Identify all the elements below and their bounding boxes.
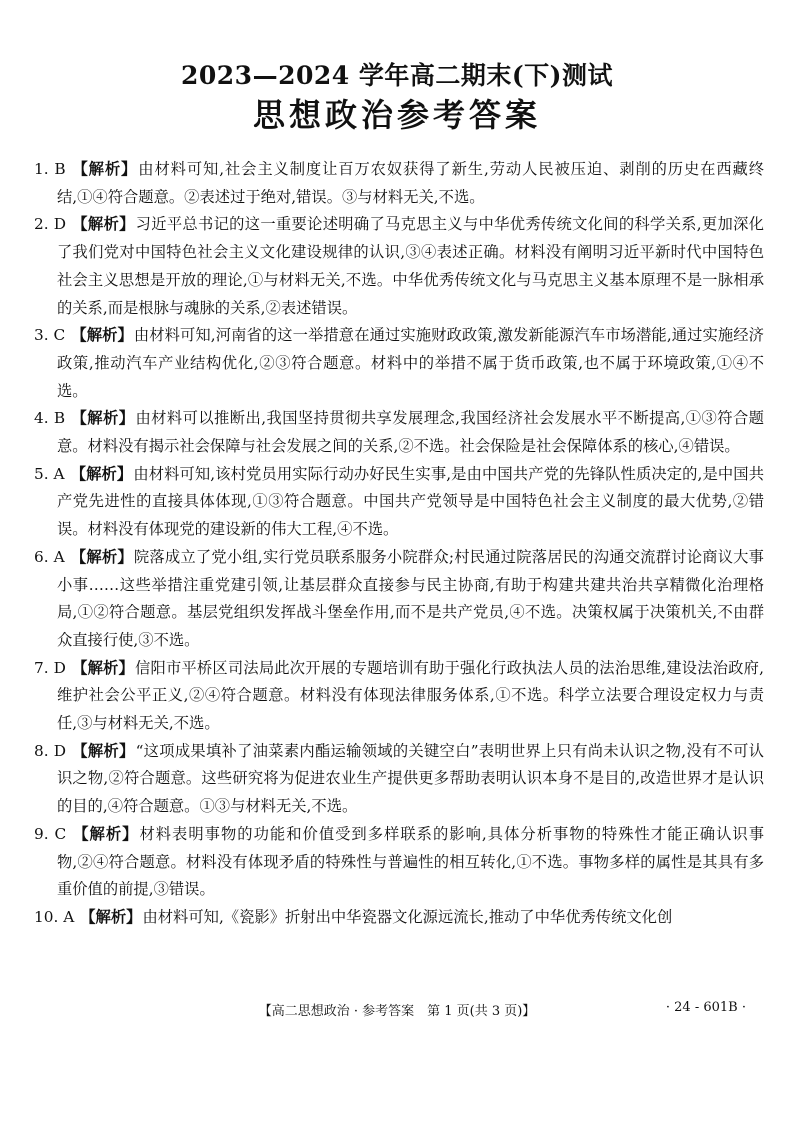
answer-explanation: 材料表明事物的功能和价值受到多样联系的影响,具体分析事物的特殊性才能正确认识事物,②④符合题意。材料没有体现矛盾的特殊性与普遍性的相互转化,①不选。事物多样的属性是其具有多重价值的前提,③错误。 [56, 824, 764, 899]
answer-item-8 [34, 738, 764, 821]
answer-explanation: 由材料可知,社会主义制度让百万农奴获得了新生,劳动人民被压迫、剥削的历史在西藏终结,①④符合题意。②表述过于绝对,错误。③与材料无关,不选。 [56, 160, 764, 206]
answer-explanation: 由材料可知,河南省的这一举措意在通过实施财政政策,激发新能源汽车市场潜能,通过实施经济政策,推动汽车产业结构优化,②③符合题意。材料中的举措不属于货币政策,也不属于环境政策,①④不选。 [56, 326, 764, 400]
analysis-tag: 【解析】 [72, 824, 139, 843]
answer-item-1 [34, 156, 764, 211]
answer-item-2 [34, 211, 764, 322]
analysis-tag: 【解析】 [80, 907, 142, 926]
answer-item-10 [34, 904, 764, 932]
footer-page-info: 【高二思想政治 · 参考答案 第 1 页(共 3 页)】 [258, 1004, 536, 1019]
answer-number: 5. A [34, 464, 65, 483]
analysis-tag: 【解析】 [72, 741, 135, 760]
answer-number: 6. A [34, 547, 65, 566]
answer-number: 1. B [34, 160, 66, 178]
answer-explanation: 习近平总书记的这一重要论述明确了马克思主义与中华优秀传统文化间的科学关系,更加深化了我们党对中国特色社会主义文化建设规律的认识,③④表述正确。材料没有阐明习近平新时代中国特色社会主义思想是开放的理论,①与材料无关,不选。中华优秀传统文化与马克思主义基本原理不是一脉相承的关系,而是根脉与魂脉的关系,②表述错误。 [56, 215, 764, 317]
analysis-tag: 【解析】 [71, 658, 134, 677]
answer-item-4 [34, 405, 764, 460]
analysis-tag: 【解析】 [71, 326, 133, 345]
answer-key-title: 思想政治参考答案 [252, 96, 541, 134]
footer-exam-code: · 24 - 601B · [665, 1000, 746, 1015]
answer-explanation: 由材料可知,《瓷影》折射出中华瓷器文化源远流长,推动了中华优秀传统文化创 [142, 907, 673, 926]
analysis-tag: 【解析】 [70, 547, 133, 566]
page-footer [0, 1000, 794, 1020]
answer-list [34, 156, 764, 932]
answer-explanation: “这项成果填补了油菜素内酯运输领域的关键空白”表明世界上只有尚未认识之物,没有不可认识之物,②符合题意。这些研究将为促进农业生产提供更多帮助表明认识本身不是目的,改造世界才是认识的目的,④符合题意。①③与材料无关,不选。 [56, 741, 764, 816]
answer-explanation: 信阳市平桥区司法局此次开展的专题培训有助于强化行政执法人员的法治思维,建设法治政府,维护社会公平正义,②④符合题意。材料没有体现法律服务体系,①不选。科学立法要合理设定权力与责任,③与材料无关,不选。 [56, 658, 764, 733]
answer-explanation: 由材料可知,该村党员用实际行动办好民生实事,是由中国共产党的先锋队性质决定的,是中国共产党先进性的直接具体体现,①③符合题意。中国共产党领导是中国特色社会主义制度的最大优势,②错误。材料没有体现党的建设新的伟大工程,④不选。 [56, 464, 764, 539]
answer-number: 4. B [34, 409, 66, 428]
answer-number: 7. D [34, 658, 66, 677]
answer-number: 8. D [34, 741, 66, 760]
answer-explanation: 院落成立了党小组,实行党员联系服务小院群众;村民通过院落居民的沟通交流群讨论商议大事小事……这些举措注重党建引领,让基层群众直接参与民主协商,有助于构建共建共治共享精微化治理格局,①②符合题意。基层党组织发挥战斗堡垒作用,而不是共产党员,④不选。决策权属于决策机关,不由群众直接行使,③不选。 [56, 547, 764, 649]
answer-item-5 [34, 461, 764, 544]
analysis-tag: 【解析】 [72, 215, 135, 234]
exam-title: 2023—2024 学年高二期末(下)测试 [180, 61, 614, 90]
analysis-tag: 【解析】 [70, 464, 133, 483]
answer-item-7 [34, 655, 764, 738]
answer-item-9 [34, 821, 764, 904]
answer-number: 3. C [34, 326, 66, 345]
answer-number: 9. C [34, 824, 67, 843]
answer-explanation: 由材料可以推断出,我国坚持贯彻共享发展理念,我国经济社会发展水平不断提高,①③符合题意。材料没有揭示社会保障与社会发展之间的关系,②不选。社会保险是社会保障体系的核心,④错误。 [56, 409, 764, 456]
answer-number: 2. D [34, 215, 67, 234]
answer-item-6 [34, 544, 764, 655]
answer-number: 10. A [34, 907, 75, 926]
analysis-tag: 【解析】 [71, 160, 138, 178]
analysis-tag: 【解析】 [71, 409, 135, 428]
answer-item-3 [34, 322, 764, 405]
